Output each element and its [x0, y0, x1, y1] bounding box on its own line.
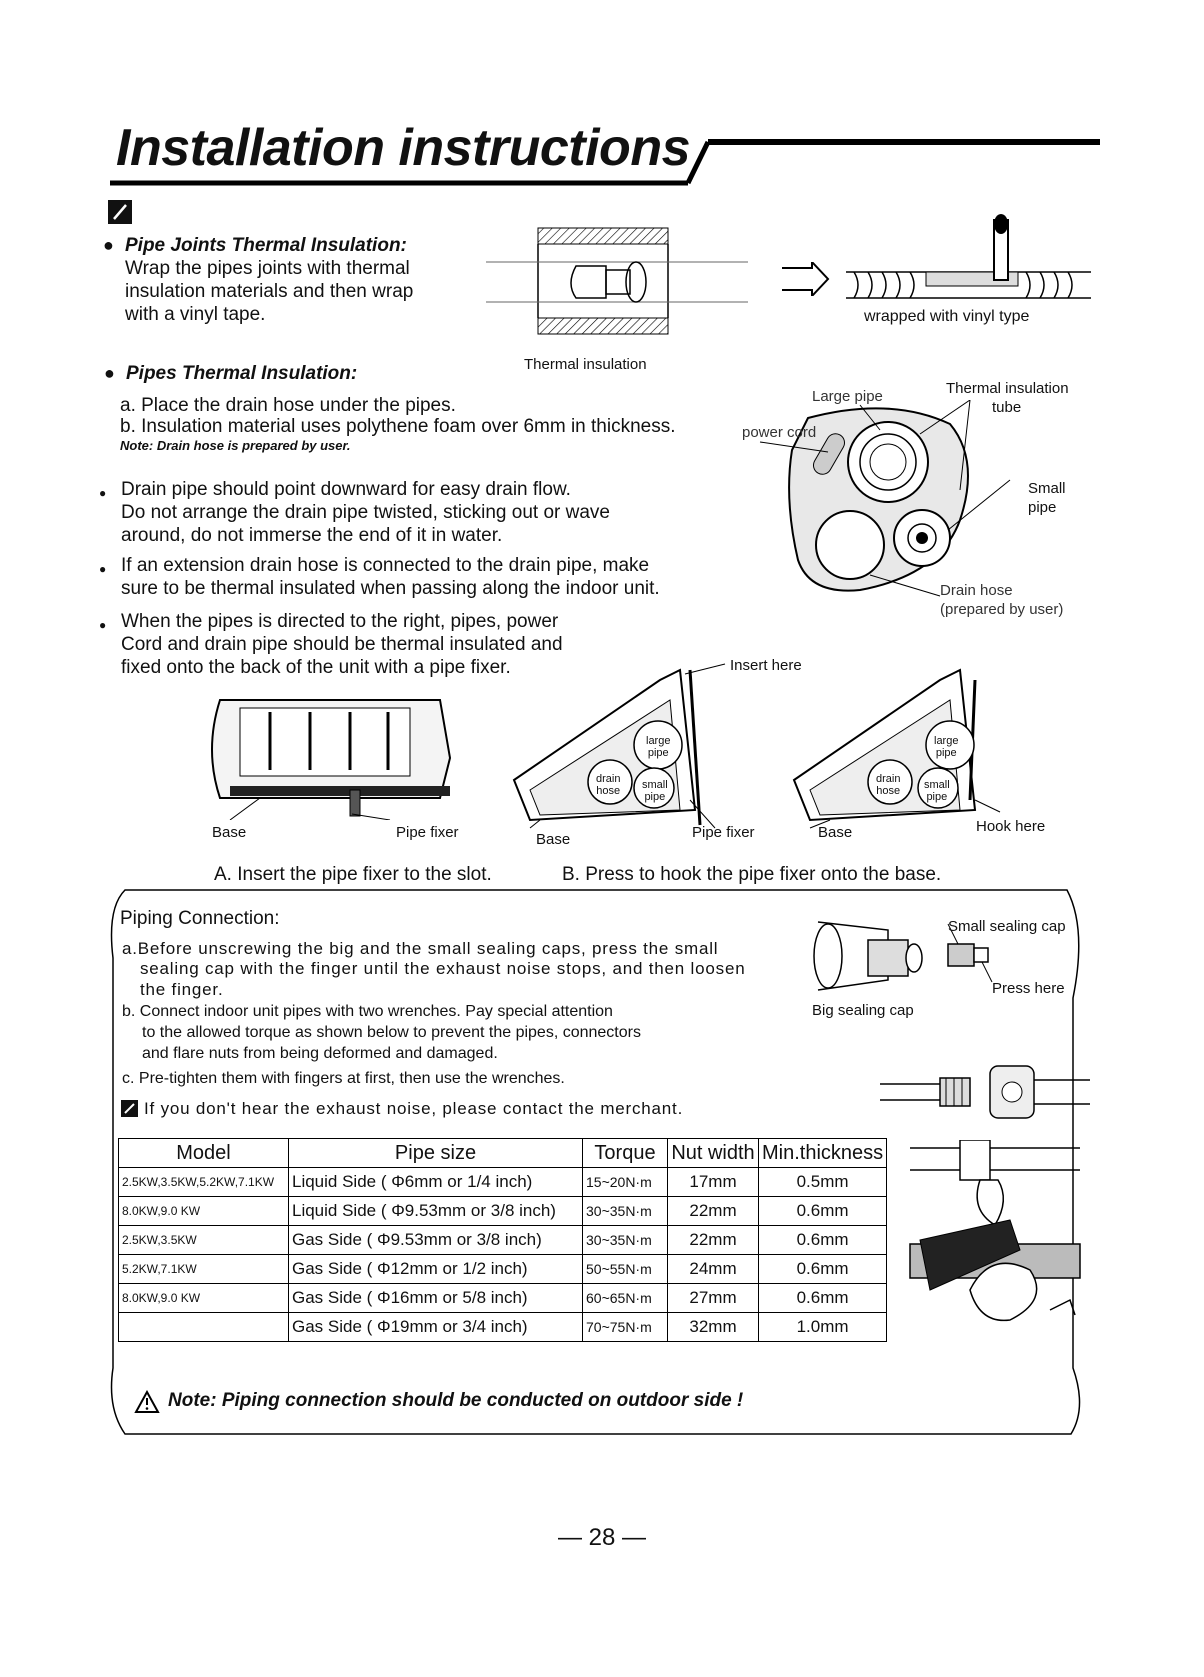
cell-nut: 32mm	[668, 1313, 759, 1342]
flare-connector-figure	[880, 1060, 1090, 1126]
cell-pipe: Gas Side ( Φ9.53mm or 3/8 inch)	[289, 1226, 583, 1255]
table-header-row	[119, 1139, 887, 1168]
piping-b-1: b. Connect indoor unit pipes with two wrenches. Pay special attention	[122, 1003, 613, 1020]
indoor-unit-figure	[200, 690, 460, 820]
cell-torque: 70~75N·m	[583, 1313, 668, 1342]
cell-model: 5.2KW,7.1KW	[119, 1255, 289, 1284]
hook-here-label: Hook here	[976, 818, 1046, 835]
text-line: When the pipes is directed to the right, pipes, power	[121, 611, 559, 632]
text-line: insulation materials and then wrap	[125, 281, 414, 302]
pipes-insulation-heading: Pipes Thermal Insulation:	[126, 363, 358, 384]
table-row	[119, 1226, 887, 1255]
piping-heading: Piping Connection:	[120, 908, 280, 929]
tag-line: small	[924, 779, 950, 791]
text-line: fixed onto the back of the unit with a pipe fixer.	[121, 657, 511, 678]
large-pipe-tag	[934, 735, 958, 759]
tag-line: large	[646, 735, 671, 747]
bullet-dot: ●	[103, 235, 114, 255]
drain-hose-tag	[596, 773, 620, 797]
small-pipe-label: Small	[1028, 480, 1066, 497]
cell-nut: 17mm	[668, 1168, 759, 1197]
bullet-dot: ●	[104, 363, 115, 383]
small-sealing-cap-label: Small sealing cap	[948, 918, 1066, 935]
pipe-joints-insulation-block	[103, 234, 414, 326]
cell-model: 8.0KW,9.0 KW	[119, 1197, 289, 1226]
vinyl-label: wrapped with vinyl type	[864, 308, 1030, 325]
tag-line: pipe	[935, 747, 957, 759]
piping-a-3: the finger.	[140, 980, 224, 999]
cell-pipe: Liquid Side ( Φ9.53mm or 3/8 inch)	[289, 1197, 583, 1226]
right-direction-bullet	[99, 610, 563, 679]
text-line: Cord and drain pipe should be thermal insulated and	[121, 634, 563, 655]
cell-torque: 30~35N·m	[583, 1226, 668, 1255]
cell-pipe: Gas Side ( Φ12mm or 1/2 inch)	[289, 1255, 583, 1284]
cell-nut: 22mm	[668, 1197, 759, 1226]
pipe-fixer-figure-2	[790, 660, 1010, 830]
table-row	[119, 1168, 887, 1197]
piping-a-1: a.Before unscrewing the big and the small sealing caps, press the small	[122, 939, 719, 958]
header-nut-width: Nut width	[668, 1139, 759, 1168]
base-label-a: Base	[212, 824, 247, 841]
tag-line: large	[934, 735, 959, 747]
tag-line: pipe	[647, 747, 669, 759]
text-line: around, do not immerse the end of it in water.	[121, 525, 503, 546]
arrow-right-icon	[780, 262, 830, 296]
drain-hose-note: Note: Drain hose is prepared by user.	[120, 438, 351, 453]
header-min-thickness: Min.thickness	[759, 1139, 887, 1168]
tag-line: pipe	[644, 791, 666, 803]
cell-torque: 30~35N·m	[583, 1197, 668, 1226]
table-row	[119, 1313, 887, 1342]
pipe-fixer-label-a: Pipe fixer	[396, 824, 459, 841]
line-b: b. Insulation material uses polythene foam over 6mm in thickness.	[120, 416, 676, 437]
warning-note-icon	[121, 1100, 138, 1117]
base-label-b2: Base	[818, 824, 853, 841]
page-number: — 28 —	[557, 1524, 647, 1551]
drain-hose-label-2: (prepared by user)	[940, 601, 1064, 618]
cell-model: 2.5KW,3.5KW,5.2KW,7.1KW	[119, 1168, 289, 1197]
torque-table	[118, 1138, 887, 1342]
small-pipe-label-2: pipe	[1028, 499, 1057, 516]
cell-min: 0.6mm	[759, 1197, 887, 1226]
cell-nut: 22mm	[668, 1226, 759, 1255]
cell-min: 0.6mm	[759, 1226, 887, 1255]
table-row	[119, 1197, 887, 1226]
note-icon	[108, 200, 132, 224]
header-model: Model	[119, 1139, 289, 1168]
bullet-dot: ●	[99, 618, 107, 632]
drain-hose-label: Drain hose	[940, 582, 1013, 599]
drain-hose-tag	[876, 773, 900, 797]
pipe-fixer-label-b1: Pipe fixer	[692, 824, 755, 841]
wrench-hands-figure	[900, 1140, 1085, 1330]
large-pipe-label: Large pipe	[812, 388, 883, 405]
pipe-fixer-figure-1	[510, 660, 750, 830]
cell-min: 0.5mm	[759, 1168, 887, 1197]
tag-line: small	[642, 779, 668, 791]
caption-a: A. Insert the pipe fixer to the slot.	[214, 864, 492, 885]
vinyl-wrap-figure	[846, 210, 1091, 305]
pipe-joint-figure	[486, 226, 748, 341]
drain-bullet	[99, 478, 610, 547]
thermal-tube-label: Thermal insulation	[946, 380, 1069, 397]
cell-torque: 15~20N·m	[583, 1168, 668, 1197]
thermal-tube-label-2: tube	[992, 399, 1022, 416]
cell-torque: 50~55N·m	[583, 1255, 668, 1284]
cell-min: 0.6mm	[759, 1284, 887, 1313]
tag-line: drain	[596, 773, 621, 785]
text-line: Wrap the pipes joints with thermal	[125, 258, 410, 279]
caption-b: B. Press to hook the pipe fixer onto the base.	[562, 864, 942, 885]
cell-pipe: Liquid Side ( Φ6mm or 1/4 inch)	[289, 1168, 583, 1197]
large-pipe-tag	[646, 735, 670, 759]
text-line: sure to be thermal insulated when passing along the indoor unit.	[121, 578, 660, 599]
tag-line: pipe	[926, 791, 948, 803]
text-line: If an extension drain hose is connected to the drain pipe, make	[121, 555, 650, 576]
table-row	[119, 1284, 887, 1313]
tag-line: hose	[596, 785, 621, 797]
outdoor-side-note: Note: Piping connection should be conducted on outdoor side !	[168, 1390, 744, 1411]
insert-here-label: Insert here	[730, 657, 802, 674]
cell-pipe: Gas Side ( Φ19mm or 3/4 inch)	[289, 1313, 583, 1342]
extension-bullet	[99, 554, 660, 600]
cell-min: 1.0mm	[759, 1313, 887, 1342]
big-sealing-cap-label: Big sealing cap	[812, 1002, 914, 1019]
cell-model	[119, 1313, 289, 1342]
page-title: Installation instructions	[116, 119, 690, 177]
small-pipe-tag	[642, 779, 668, 803]
text-line: Do not arrange the drain pipe twisted, sticking out or wave	[121, 502, 610, 523]
piping-c: c. Pre-tighten them with fingers at first, then use the wrenches.	[122, 1070, 565, 1087]
piping-b-2: to the allowed torque as shown below to prevent the pipes, connectors	[142, 1024, 641, 1041]
thermal-insulation-label: Thermal insulation	[524, 356, 647, 373]
text-line: with a vinyl tape.	[125, 304, 266, 325]
power-cord-label: power cord	[742, 424, 817, 441]
press-here-label: Press here	[992, 980, 1065, 997]
cell-torque: 60~65N·m	[583, 1284, 668, 1313]
header-rule	[110, 130, 1100, 190]
line-a: a. Place the drain hose under the pipes.	[120, 395, 456, 416]
cell-model: 2.5KW,3.5KW	[119, 1226, 289, 1255]
base-label-b1: Base	[536, 831, 571, 848]
pipes-insulation-block	[104, 362, 358, 385]
table-row	[119, 1255, 887, 1284]
piping-warning: If you don't hear the exhaust noise, please contact the merchant.	[144, 1099, 684, 1118]
pipe-joints-heading: Pipe Joints Thermal Insulation:	[125, 235, 407, 256]
piping-a-2: sealing cap with the finger until the exhaust noise stops, and then loosen	[140, 959, 746, 978]
cell-pipe: Gas Side ( Φ16mm or 5/8 inch)	[289, 1284, 583, 1313]
text-line: Drain pipe should point downward for easy drain flow.	[121, 479, 571, 500]
cell-nut: 27mm	[668, 1284, 759, 1313]
warning-triangle-icon	[134, 1390, 160, 1414]
tag-line: hose	[876, 785, 901, 797]
bullet-dot: ●	[99, 486, 107, 500]
small-pipe-tag	[924, 779, 950, 803]
tag-line: drain	[876, 773, 901, 785]
header-pipe-size: Pipe size	[289, 1139, 583, 1168]
cell-model: 8.0KW,9.0 KW	[119, 1284, 289, 1313]
header-torque: Torque	[583, 1139, 668, 1168]
piping-b-3: and flare nuts from being deformed and damaged.	[142, 1045, 498, 1062]
cell-nut: 24mm	[668, 1255, 759, 1284]
cell-min: 0.6mm	[759, 1255, 887, 1284]
bullet-dot: ●	[99, 562, 107, 576]
